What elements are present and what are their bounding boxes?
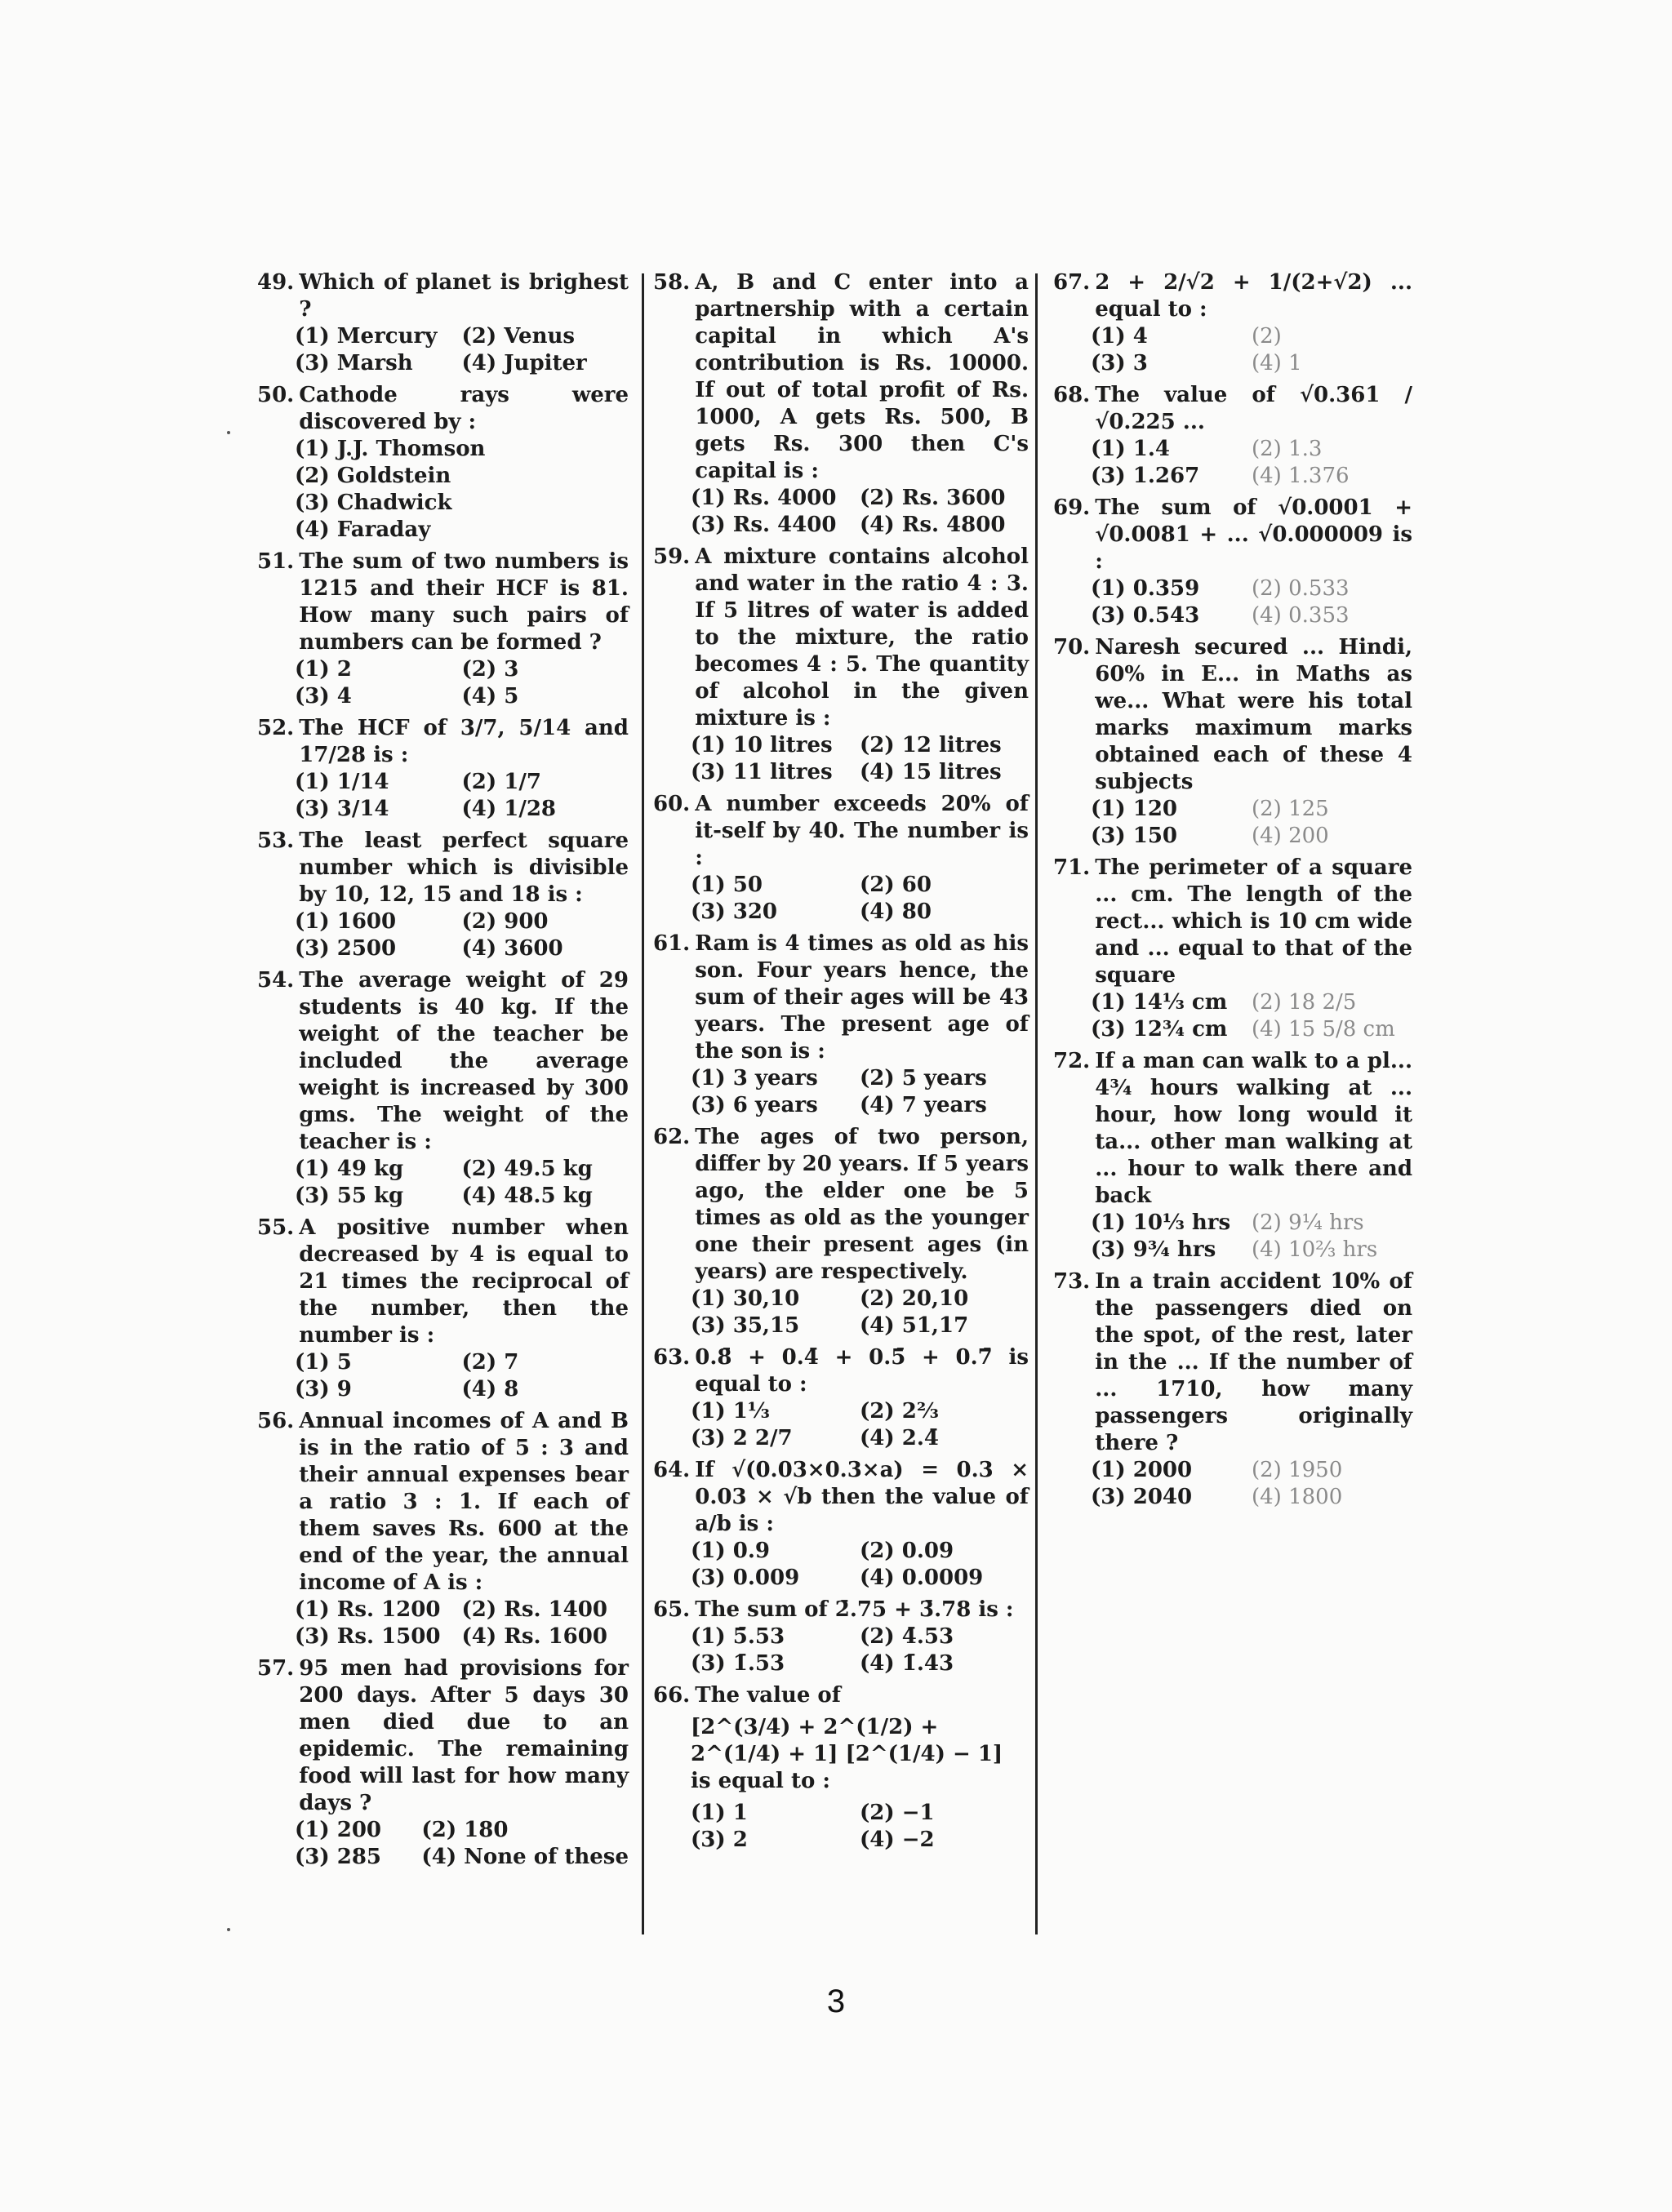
answer-option: (4) Jupiter (461, 351, 587, 375)
answer-option: (2) 0.533 (1252, 576, 1350, 601)
answer-option: (2) 2⅔ (860, 1399, 939, 1424)
answer-options (257, 436, 629, 544)
question-item (653, 1344, 1029, 1452)
answer-option: (4) 2.4̄ (860, 1426, 939, 1450)
answer-option: (4) 8 (461, 1377, 519, 1401)
question-item (1053, 495, 1412, 629)
question-text: The sum of √0.0001 + √0.0081 + ... √0.000009 is : (1095, 495, 1412, 574)
question-header (1053, 382, 1412, 436)
question-number: 61. (653, 931, 691, 956)
question-text: A number exceeds 20% of it-self by 40. The number is : (695, 792, 1029, 870)
answer-option: (1) 2000 (1091, 1458, 1193, 1482)
answer-options (257, 656, 629, 710)
answer-option: (4) −2 (860, 1828, 935, 1852)
answer-option: (1) Rs. 1200 (295, 1597, 441, 1622)
answer-option: (3) 1̄.53 (691, 1651, 785, 1676)
answer-option: (3) 1.267 (1091, 464, 1200, 488)
answer-options (653, 1800, 1029, 1854)
question-header (653, 1457, 1029, 1538)
answer-option: (2) 12 litres (860, 733, 1002, 757)
question-number: 72. (1053, 1049, 1091, 1073)
question-item (257, 1655, 629, 1871)
answer-option: (4) 10⅔ hrs (1252, 1237, 1378, 1262)
question-column-2 (653, 269, 1029, 1859)
answer-option: (2) 18 2/5 (1252, 990, 1357, 1015)
answer-option: (3) 35,15 (691, 1313, 800, 1338)
question-item (653, 544, 1029, 786)
question-header (257, 715, 629, 769)
answer-option: (2) 20,10 (860, 1286, 969, 1311)
question-item (653, 269, 1029, 539)
answer-option: (1) 10⅓ hrs (1091, 1210, 1231, 1235)
question-item (257, 549, 629, 710)
question-text: The HCF of 3/7, 5/14 and 17/28 is : (299, 716, 629, 767)
question-header (257, 1408, 629, 1597)
column-divider (642, 273, 644, 1934)
question-text: The sum of two numbers is 1215 and their HCF is 81. How many such pairs of numbers can be formed ? (299, 549, 629, 655)
question-text: A mixture contains alcohol and water in the ratio 4 : 3. If 5 litres of water is added to the mixture, the ratio becomes 4 : 5. The quantity of alcohol in the given mixture is : (695, 544, 1029, 731)
answer-option: (3) Rs. 4400 (691, 513, 837, 537)
answer-option: (3) 320 (691, 899, 778, 924)
answer-option: (1) 14⅓ cm (1091, 990, 1228, 1015)
question-item (257, 967, 629, 1210)
answer-option: (1) 50 (691, 873, 763, 897)
answer-option: (4) Rs. 4800 (860, 513, 1006, 537)
answer-option: (4) 15 litres (860, 760, 1002, 784)
question-item (257, 1215, 629, 1403)
question-item (653, 1124, 1029, 1339)
answer-option: (3) Marsh (295, 351, 413, 375)
question-item (1053, 1048, 1412, 1264)
question-header (653, 1344, 1029, 1398)
answer-option: (2) 1/7 (461, 770, 541, 794)
answer-options (257, 769, 629, 823)
answer-option: (3) 3 (1091, 351, 1148, 375)
question-header (257, 967, 629, 1156)
answer-option: (2) Venus (461, 324, 576, 349)
scan-speck (227, 1928, 230, 1931)
answer-option: (3) 0.543 (1091, 603, 1200, 628)
question-header (257, 828, 629, 908)
answer-option: (1) 0.9 (691, 1539, 770, 1563)
question-number: 54. (257, 968, 295, 993)
page-number: 3 (826, 1983, 846, 2019)
answer-options (653, 872, 1029, 926)
answer-option: (2) 5 years (860, 1066, 987, 1090)
answer-option: (3) 9 (295, 1377, 352, 1401)
question-text: 0.8̄ + 0.4̄ + 0.5̄ + 0.7̄ is equal to : (695, 1345, 1029, 1397)
question-number: 60. (653, 792, 691, 816)
question-text: 95 men had provisions for 200 days. After 5 days 30 men died due to an epidemic. The remaining food will last for how many days ? (299, 1656, 629, 1815)
question-text: The average weight of 29 students is 40 kg. If the weight of the teacher be included the average weight is increased by 300 gms. The weight of the teacher is : (299, 968, 629, 1154)
question-header (1053, 1048, 1412, 1210)
answer-options (653, 1623, 1029, 1677)
column-divider (1035, 273, 1038, 1934)
answer-option: (1) 4 (1091, 324, 1148, 349)
answer-option: (2) Goldstein (295, 464, 451, 488)
answer-option: (1) 1/14 (295, 770, 389, 794)
answer-option: (4) 3600 (461, 936, 563, 961)
answer-option: (1) 2 (295, 657, 352, 682)
answer-option: (2) 125 (1252, 797, 1329, 821)
answer-option: (4) 1/28 (461, 797, 557, 821)
answer-option: (3) 0.009 (691, 1566, 800, 1590)
answer-option: (2) 9¼ hrs (1252, 1210, 1364, 1235)
answer-option: (4) 1.376 (1252, 464, 1350, 488)
answer-option: (4) 1 (1252, 351, 1302, 375)
answer-options (653, 1286, 1029, 1339)
question-number: 62. (653, 1125, 691, 1149)
question-number: 64. (653, 1458, 691, 1482)
answer-options (257, 1349, 629, 1403)
scan-speck (227, 431, 230, 434)
answer-options (653, 1538, 1029, 1592)
question-number: 55. (257, 1215, 295, 1240)
question-text: The value of (695, 1683, 841, 1708)
question-item (257, 382, 629, 544)
answer-option: (2) 3 (461, 657, 519, 682)
question-number: 65. (653, 1597, 691, 1622)
question-text: Naresh secured ... Hindi, 60% in E... in Maths as we... What were his total marks maximum marks obtained each of these 4 subjects (1095, 635, 1412, 794)
answer-option: (1) 120 (1091, 797, 1178, 821)
answer-option: (4) 0.353 (1252, 603, 1350, 628)
question-text: 2 + 2/√2 + 1/(2+√2) ... equal to : (1095, 270, 1412, 322)
question-number: 53. (257, 828, 295, 853)
answer-option: (3) 2 2/7 (691, 1426, 793, 1450)
answer-option: (2) 1950 (1252, 1458, 1343, 1482)
question-text: A, B and C enter into a partnership with a certain capital in which A's contribution is Rs. 10000. If out of total profit of Rs. 1000, A gets Rs. 500, B gets Rs. 300 then C's capital is : (695, 270, 1029, 483)
question-item (1053, 1268, 1412, 1511)
answer-option: (3) 6 years (691, 1093, 818, 1117)
answer-options (1053, 436, 1412, 490)
question-header (653, 1597, 1029, 1623)
question-item (653, 931, 1029, 1119)
answer-options (1053, 575, 1412, 629)
answer-option: (3) 2040 (1091, 1485, 1193, 1509)
question-text: If √(0.03×0.3×a) = 0.3 × 0.03 × √b then the value of a/b is : (695, 1458, 1029, 1536)
question-item (257, 715, 629, 823)
answer-option: (1) 1600 (295, 909, 397, 934)
question-header (653, 1682, 1029, 1709)
answer-option: (4) 51,17 (860, 1313, 969, 1338)
question-header (257, 269, 629, 323)
answer-option: (1) 49 kg (295, 1157, 404, 1181)
question-number: 70. (1053, 635, 1091, 660)
question-text: A positive number when decreased by 4 is equal to 21 times the reciprocal of the number, then the number is : (299, 1215, 629, 1348)
question-number: 56. (257, 1409, 295, 1433)
question-item (1053, 855, 1412, 1043)
question-header (1053, 495, 1412, 575)
answer-option: (4) 1̄.43 (860, 1651, 954, 1676)
answer-option: (3) 150 (1091, 824, 1178, 848)
answer-option: (3) 3/14 (295, 797, 389, 821)
question-item (1053, 382, 1412, 490)
answer-option: (2) 180 (421, 1818, 509, 1842)
answer-option: (3) 4 (295, 684, 352, 708)
question-number: 51. (257, 549, 295, 574)
question-header (1053, 269, 1412, 323)
answer-options (653, 1398, 1029, 1452)
answer-options (257, 323, 629, 377)
answer-options (653, 485, 1029, 539)
question-number: 71. (1053, 855, 1091, 880)
answer-options (1053, 323, 1412, 377)
question-header (653, 544, 1029, 732)
answer-option: (3) 2500 (295, 936, 397, 961)
question-header (257, 382, 629, 436)
question-header (257, 1655, 629, 1817)
answer-options (1053, 1210, 1412, 1264)
question-number: 68. (1053, 383, 1091, 407)
answer-option: (2) 1.3 (1252, 437, 1323, 461)
question-text: Annual incomes of A and B is in the ratio of 5 : 3 and their annual expenses bear a ratio 3 : 1. If each of them saves Rs. 600 at the end of the year, the annual income of A is : (299, 1409, 629, 1595)
answer-options (1053, 989, 1412, 1043)
answer-options (653, 1065, 1029, 1119)
question-number: 73. (1053, 1269, 1091, 1294)
question-header (653, 1124, 1029, 1286)
question-header (653, 931, 1029, 1065)
question-text: Ram is 4 times as old as his son. Four years hence, the sum of their ages will be 43 years. The present age of the son is : (695, 931, 1029, 1064)
question-header (257, 1215, 629, 1349)
question-text: Which of planet is brighest ? (299, 270, 629, 322)
answer-option: (2) 49.5 kg (461, 1157, 593, 1181)
question-item (1053, 634, 1412, 850)
question-item (257, 828, 629, 962)
question-number: 63. (653, 1345, 691, 1370)
answer-option: (3) 11 litres (691, 760, 833, 784)
answer-option: (3) 285 (295, 1845, 382, 1869)
answer-options (257, 1156, 629, 1210)
answer-option: (4) 200 (1252, 824, 1329, 848)
answer-option: (2) −1 (860, 1801, 935, 1825)
question-number: 50. (257, 383, 295, 407)
answer-option: (4) 5 (461, 684, 519, 708)
answer-option: (3) 2 (691, 1828, 748, 1852)
question-text: In a train accident 10% of the passengers died on the spot, of the rest, later in the ... If the number of ... 1710, how many passengers originally there ? (1095, 1269, 1412, 1455)
question-text: If a man can walk to a pl... 4¾ hours walking at ... hour, how long would it ta... other man walking at ... hour to walk there and back (1095, 1049, 1412, 1208)
answer-option: (4) 0.0009 (860, 1566, 984, 1590)
answer-options (257, 1597, 629, 1650)
question-number: 69. (1053, 495, 1091, 520)
answer-option: (1) 1 (691, 1801, 748, 1825)
answer-options (653, 732, 1029, 786)
answer-option: (2) Rs. 1400 (461, 1597, 607, 1622)
answer-options (1053, 796, 1412, 850)
question-item (257, 1408, 629, 1650)
question-number: 57. (257, 1656, 295, 1681)
question-text: The least perfect square number which is divisible by 10, 12, 15 and 18 is : (299, 828, 629, 907)
answer-option: (1) 30,10 (691, 1286, 800, 1311)
answer-option: (2) 60 (860, 873, 932, 897)
answer-option: (1) Mercury (295, 324, 438, 349)
answer-option: (1) J.J. Thomson (295, 437, 486, 461)
answer-option: (1) Rs. 4000 (691, 486, 837, 510)
answer-option: (1) 5 (295, 1350, 352, 1375)
question-header (1053, 1268, 1412, 1457)
question-header (1053, 855, 1412, 989)
answer-option: (1) 200 (295, 1818, 382, 1842)
answer-option: (1) 0.359 (1091, 576, 1200, 601)
answer-option: (4) 15 5/8 cm (1252, 1017, 1395, 1042)
answer-option: (3) Chadwick (295, 491, 452, 515)
answer-options (1053, 1457, 1412, 1511)
question-header (653, 791, 1029, 872)
answer-option: (1) 5̄.53 (691, 1624, 785, 1649)
answer-option: (2) (1252, 324, 1282, 349)
answer-option: (1) 1.4 (1091, 437, 1170, 461)
answer-option: (2) 7 (461, 1350, 519, 1375)
question-text: The perimeter of a square ... cm. The length of the rect... which is 10 cm wide and ... equal to that of the square (1095, 855, 1412, 988)
question-number: 58. (653, 270, 691, 295)
answer-option: (1) 3 years (691, 1066, 818, 1090)
answer-option: (3) 12¾ cm (1091, 1017, 1228, 1042)
answer-option: (4) 48.5 kg (461, 1184, 593, 1208)
question-header (257, 549, 629, 656)
answer-option: (3) 9¾ hrs (1091, 1237, 1216, 1262)
question-item (653, 791, 1029, 926)
question-item (653, 1597, 1029, 1677)
question-number: 66. (653, 1683, 691, 1708)
question-number: 52. (257, 716, 295, 740)
question-item (1053, 269, 1412, 377)
question-header (653, 269, 1029, 485)
answer-option: (4) 7 years (860, 1093, 987, 1117)
question-text: The sum of 2̄.75 + 3̄.78 is : (695, 1597, 1014, 1622)
answer-options (257, 1817, 629, 1871)
answer-option: (2) 900 (461, 909, 549, 934)
answer-option: (3) 55 kg (295, 1184, 404, 1208)
question-item (653, 1682, 1029, 1854)
math-expression: [2^(3/4) + 2^(1/2) + 2^(1/4) + 1] [2^(1/4) − 1] is equal to : (691, 1715, 1003, 1793)
question-text: The ages of two person, differ by 20 years. If 5 years ago, the elder one be 5 times as old as the younger one their present ages (in years) are respectively. (695, 1125, 1029, 1284)
question-number: 59. (653, 544, 691, 569)
answer-option: (1) 10 litres (691, 733, 833, 757)
question-column-3 (1053, 269, 1412, 1516)
question-text: The value of √0.361 / √0.225 ... (1095, 383, 1412, 434)
question-text: Cathode rays were discovered by : (299, 383, 629, 434)
answer-option: (2) 4̄.53 (860, 1624, 954, 1649)
question-column-1 (257, 269, 629, 1876)
question-item (257, 269, 629, 377)
answer-option: (3) Rs. 1500 (295, 1624, 441, 1649)
answer-option: (4) 80 (860, 899, 932, 924)
answer-option: (4) Faraday (295, 517, 431, 542)
answer-option: (2) 0.09 (860, 1539, 954, 1563)
answer-options (257, 908, 629, 962)
answer-option: (1) 1⅓ (691, 1399, 770, 1424)
question-item (653, 1457, 1029, 1592)
question-number: 67. (1053, 270, 1091, 295)
answer-option: (4) None of these (421, 1845, 629, 1869)
answer-option: (4) 1800 (1252, 1485, 1343, 1509)
answer-option: (4) Rs. 1600 (461, 1624, 607, 1649)
question-header (1053, 634, 1412, 796)
answer-option: (2) Rs. 3600 (860, 486, 1006, 510)
question-number: 49. (257, 270, 295, 295)
